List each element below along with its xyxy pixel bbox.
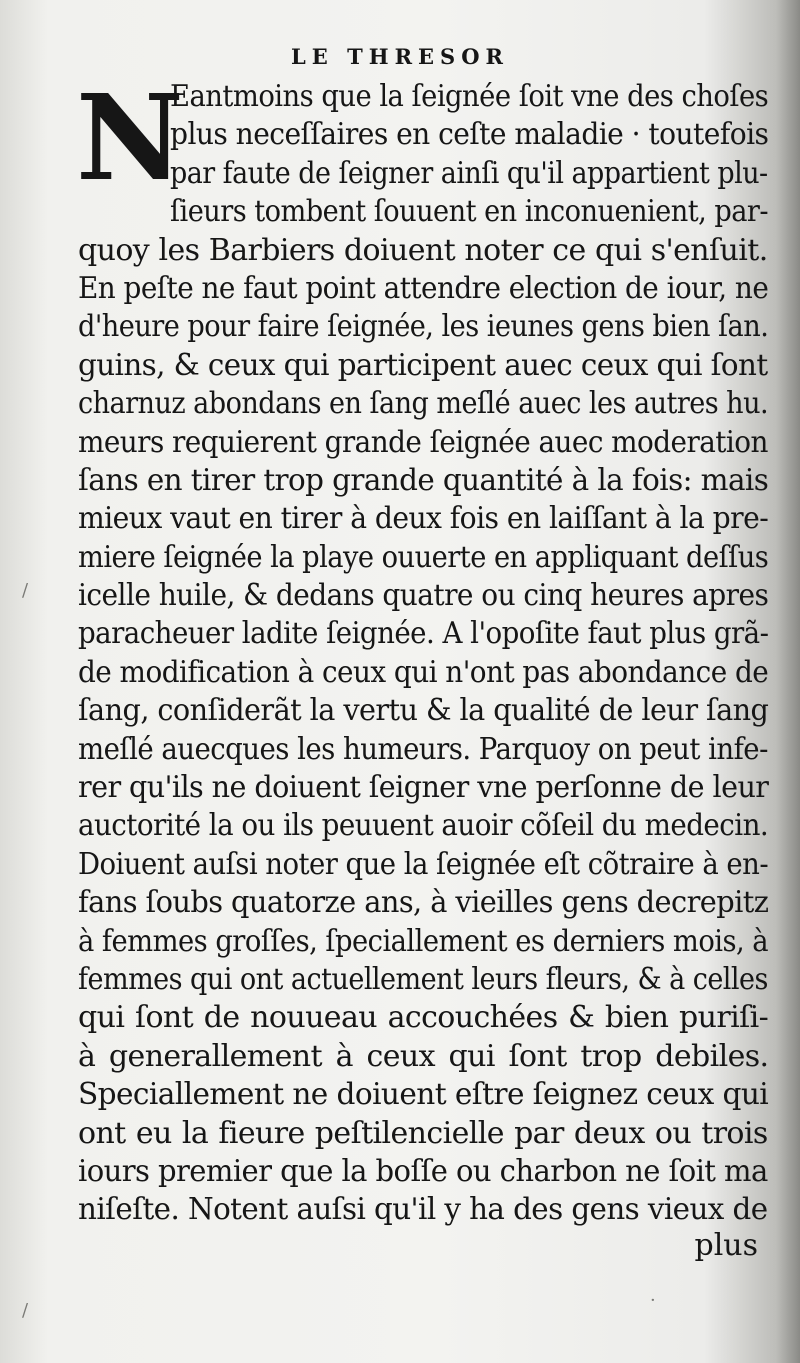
text-line <box>78 232 768 270</box>
text-line <box>78 807 768 845</box>
margin-mark: / <box>22 1300 29 1321</box>
text-line-content: par faute de ſeigner ainſi qu'il appartient plu- <box>170 155 768 191</box>
text-line <box>78 884 768 922</box>
text-line-content: miere ſeignée la playe ouuerte en appliquant deſſus <box>78 539 769 575</box>
text-line-content: ſang, conſiderãt la vertu & la qualité de leur ſang <box>78 693 769 729</box>
text-line-content: plus neceſſaires en ceſte maladie · toutefois <box>170 117 769 153</box>
text-line <box>78 1115 768 1153</box>
text-line-content: à generallement à ceux qui ſont trop debiles. <box>78 1038 769 1074</box>
text-line <box>78 78 768 116</box>
running-header: LE THRESOR <box>291 44 509 69</box>
text-line <box>78 308 768 346</box>
text-line-content: Speciallement ne doiuent eſtre ſeignez ceux qui <box>78 1077 769 1113</box>
text-line <box>78 1076 768 1114</box>
text-line <box>78 1038 768 1076</box>
text-line-content: qui ſont de nouueau accouchées & bien puriſi- <box>78 1000 769 1036</box>
text-line-content: ont eu la fieure peſtilencielle par deux ou trois <box>78 1115 768 1151</box>
text-line <box>78 692 768 730</box>
margin-mark: / <box>22 580 29 601</box>
text-line-content: Eantmoins que la ſeignée ſoit vne des choſes <box>170 79 769 114</box>
text-line-content: icelle huile, & dedans quatre ou cinq heures apres <box>78 578 769 614</box>
text-line-content: guins, & ceux qui participent auec ceux qui ſont <box>78 347 768 383</box>
text-line-content: charnuz abondans en ſang meſlé auec les autres hu. <box>78 386 769 422</box>
text-line-content: femmes qui ont actuellement leurs fleurs, & à celles <box>78 961 768 997</box>
drop-capital: N <box>76 68 184 207</box>
text-line-content: à femmes groſſes, ſpeciallement es derniers mois, à <box>78 923 769 959</box>
text-line-content: iours premier que la boſſe ou charbon ne ſoit ma <box>78 1153 768 1189</box>
text-line <box>78 615 768 653</box>
text-line <box>78 424 768 462</box>
text-line <box>78 155 768 193</box>
text-line <box>78 1191 768 1229</box>
text-line <box>78 270 768 308</box>
catchword: plus <box>694 1228 758 1263</box>
text-line <box>78 539 768 577</box>
text-line-content: rer qu'ils ne doiuent ſeigner vne perſonne de leur <box>78 770 769 806</box>
text-line <box>78 347 768 385</box>
text-line-content: En peſte ne faut point attendre election de iour, ne <box>78 270 769 306</box>
text-line <box>78 193 768 231</box>
text-line <box>78 654 768 692</box>
text-line <box>78 577 768 615</box>
text-line-content: ſans en tirer trop grande quantité à la fois: mais <box>78 462 769 498</box>
text-line-content: quoy les Barbiers doiuent noter ce qui s'enſuit. <box>78 232 768 268</box>
text-line-content: niſeſte. Notent auſsi qu'il y ha des gens vieux de <box>78 1192 768 1228</box>
text-line <box>78 999 768 1037</box>
text-line <box>78 385 768 423</box>
text-line-content: ſieurs tombent ſouuent en inconuenient, par- <box>170 194 769 230</box>
text-line <box>78 1153 768 1191</box>
text-line-content: meurs requierent grande ſeignée auec moderation <box>78 424 768 460</box>
text-line-content: d'heure pour faire ſeignée, les ieunes gens bien ſan. <box>78 309 769 345</box>
text-line <box>78 116 768 154</box>
text-line-content: meſlé auecques les humeurs. Parquoy on peut infe- <box>78 731 768 767</box>
text-line <box>78 731 768 769</box>
text-line-content: fans ſoubs quatorze ans, à vieilles gens decrepitz <box>78 885 769 921</box>
text-line-content: Doiuent auſsi noter que la ſeignée eſt cõtraire à en- <box>78 846 769 882</box>
text-line-content: de modification à ceux qui n'ont pas abondance de <box>78 654 769 690</box>
text-line <box>78 923 768 961</box>
text-line <box>78 769 768 807</box>
text-line <box>78 462 768 500</box>
text-line <box>78 846 768 884</box>
text-line <box>78 500 768 538</box>
body-text <box>76 68 769 1230</box>
text-line-content: paracheuer ladite ſeignée. A l'opoſite faut plus grã- <box>78 616 769 652</box>
text-line-content: auctorité la ou ils peuuent auoir cõſeil du medecin. <box>78 808 769 844</box>
margin-mark: · <box>650 1290 656 1311</box>
text-line-content: mieux vaut en tirer à deux fois en laiſſant à la pre- <box>78 501 769 537</box>
text-line <box>78 961 768 999</box>
